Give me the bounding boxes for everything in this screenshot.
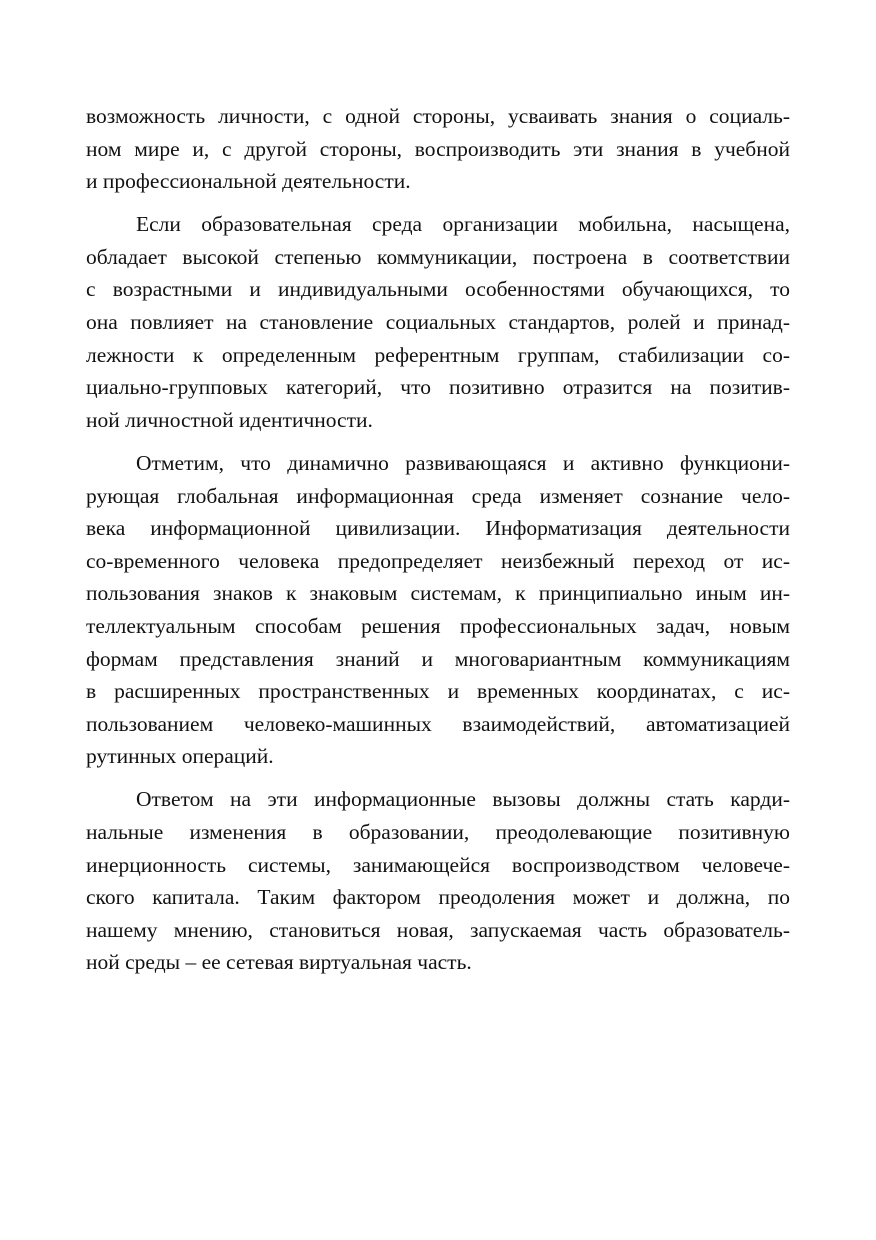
text-line: рующая глобальная информационная среда изменяет сознание чело- <box>86 483 790 508</box>
paragraph-3 <box>86 447 790 773</box>
text-line: обладает высокой степенью коммуникации, построена в соответствии <box>86 244 790 269</box>
text-line: инерционность системы, занимающейся воспроизводством человече- <box>86 852 790 877</box>
text-line: формам представления знаний и многовариантным коммуникациям <box>86 646 790 671</box>
text-line: с возрастными и индивидуальными особенностями обучающихся, то <box>86 277 790 302</box>
text-line: ского капитала. Таким фактором преодоления может и должна, по <box>86 885 790 910</box>
text-line: ной личностной идентичности. <box>86 407 373 432</box>
text-line: рутинных операций. <box>86 744 274 769</box>
page-body <box>86 100 790 989</box>
text-line: она повлияет на становление социальных стандартов, ролей и принад- <box>86 310 790 335</box>
text-line: ной среды – ее сетевая виртуальная часть. <box>86 950 472 975</box>
text-line: нальные изменения в образовании, преодолевающие позитивную <box>86 819 790 844</box>
text-line: со-временного человека предопределяет неизбежный переход от ис- <box>86 548 790 573</box>
text-line: в расширенных пространственных и временных координатах, с ис- <box>86 679 790 704</box>
text-line: пользования знаков к знаковым системам, к принципиально иным ин- <box>86 581 790 606</box>
text-line: века информационной цивилизации. Информатизация деятельности <box>86 516 790 541</box>
text-line: циально-групповых категорий, что позитивно отразится на позитив- <box>86 375 790 400</box>
paragraph-1 <box>86 100 790 198</box>
text-line: Если образовательная среда организации мобильна, насыщена, <box>136 212 790 237</box>
text-line: возможность личности, с одной стороны, усваивать знания о социаль- <box>86 104 790 128</box>
paragraph-2 <box>86 208 790 436</box>
paragraph-4 <box>86 783 790 979</box>
text-line: пользованием человеко-машинных взаимодействий, автоматизацией <box>86 711 790 736</box>
text-line: Отметим, что динамично развивающаяся и активно функциони- <box>136 450 790 475</box>
text-line: и профессиональной деятельности. <box>86 169 411 194</box>
text-line: Ответом на эти информационные вызовы должны стать карди- <box>136 787 790 812</box>
text-line: теллектуальным способам решения профессиональных задач, новым <box>86 613 790 638</box>
text-line: лежности к определенным референтным группам, стабилизации со- <box>86 342 790 367</box>
text-line: ном мире и, с другой стороны, воспроизводить эти знания в учебной <box>86 136 790 161</box>
text-line: нашему мнению, становиться новая, запускаемая часть образователь- <box>86 917 790 942</box>
